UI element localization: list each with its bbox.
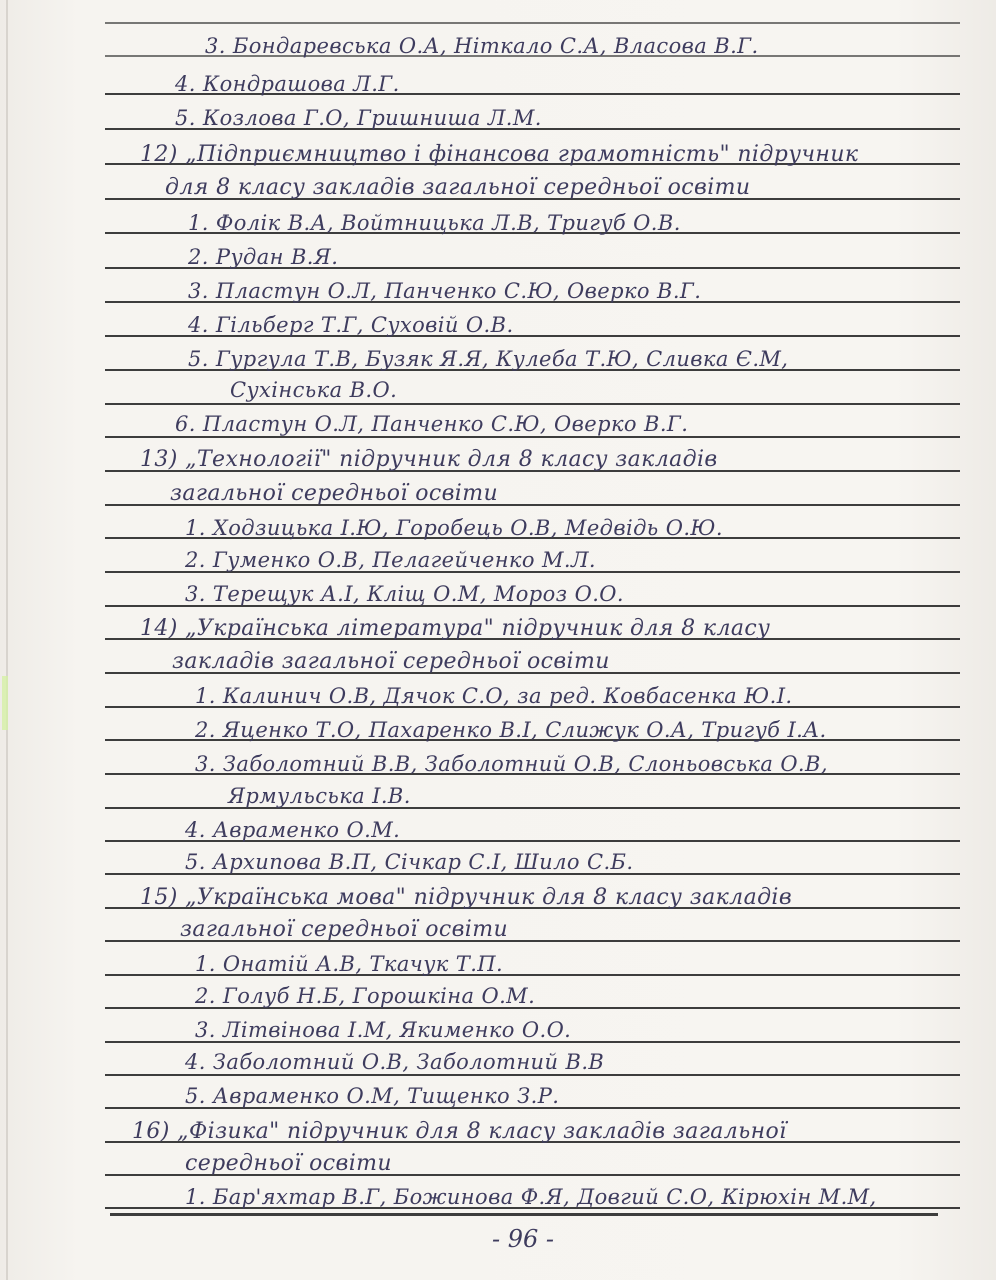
text-line: 4. Заболотний О.В, Заболотний В.В [185, 1050, 605, 1074]
text-line: 1. Ходзицька І.Ю, Горобець О.В, Медвідь О.Ю. [185, 516, 723, 540]
text-line: Сухінська В.О. [230, 378, 398, 402]
text-line: 5. Козлова Г.О, Гришниша Л.М. [175, 106, 542, 130]
text-line: 5. Гургула Т.В, Бузяк Я.Я, Кулеба Т.Ю, Сливка Є.М, [188, 347, 789, 371]
section-heading: для 8 класу закладів загальної середньої освіти [165, 175, 751, 200]
section-heading: загальної середньої освіти [170, 481, 499, 506]
text-line: 2. Гуменко О.В, Пелагейченко М.Л. [185, 548, 596, 572]
section-heading: 12) „Підприємництво і фінансова грамотність" підручник [140, 142, 859, 167]
section-heading: 16) „Фізика" підручник для 8 класу закладів загальної [132, 1119, 787, 1144]
section-heading: 15) „Українська мова" підручник для 8 класу закладів [140, 885, 793, 910]
text-line: 1. Калинич О.В, Дячок С.О, за ред. Ковбасенка Ю.І. [195, 684, 793, 708]
text-line: Ярмульська І.В. [228, 784, 411, 808]
text-line: 1. Фолік В.А, Войтницька Л.В, Тригуб О.В. [188, 211, 681, 235]
section-heading: 13) „Технології" підручник для 8 класу закладів [140, 447, 718, 472]
text-line: 6. Пластун О.Л, Панченко С.Ю, Оверко В.Г. [175, 412, 689, 436]
section-heading: середньої освіти [185, 1151, 392, 1176]
text-line: 3. Бондаревська О.А, Ніткало С.А, Власова В.Г. [205, 34, 759, 58]
text-line: 3. Літвінова І.М, Якименко О.О. [195, 1018, 572, 1042]
section-heading: закладів загальної середньої освіти [172, 649, 610, 674]
text-line: 2. Яценко Т.О, Пахаренко В.І, Слижук О.А, Тригуб І.А. [195, 718, 827, 742]
text-line: 2. Рудан В.Я. [188, 245, 339, 269]
section-heading: загальної середньої освіти [180, 917, 509, 942]
text-line: 5. Архипова В.П, Січкар С.І, Шило С.Б. [185, 850, 634, 874]
text-line: 4. Гільберг Т.Г, Суховій О.В. [188, 313, 514, 337]
text-line: 5. Авраменко О.М, Тищенко З.Р. [185, 1084, 560, 1108]
text-line: 4. Кондрашова Л.Г. [175, 72, 400, 96]
text-line: 3. Терещук А.І, Кліщ О.М, Мороз О.О. [185, 582, 624, 606]
page-number: - 96 - [492, 1225, 555, 1253]
text-line: 4. Авраменко О.М. [185, 818, 401, 842]
text-line: 2. Голуб Н.Б, Горошкіна О.М. [195, 984, 536, 1008]
text-line: 1. Бар'яхтар В.Г, Божинова Ф.Я, Довгий С.О, Кірюхін М.М, [185, 1185, 877, 1209]
text-line: 3. Заболотний В.В, Заболотний О.В, Слоньовська О.В, [195, 752, 828, 776]
text-line: 3. Пластун О.Л, Панченко С.Ю, Оверко В.Г. [188, 279, 702, 303]
section-heading: 14) „Українська література" підручник для 8 класу [140, 616, 771, 641]
text-line: 1. Онатій А.В, Ткачук Т.П. [195, 952, 504, 976]
